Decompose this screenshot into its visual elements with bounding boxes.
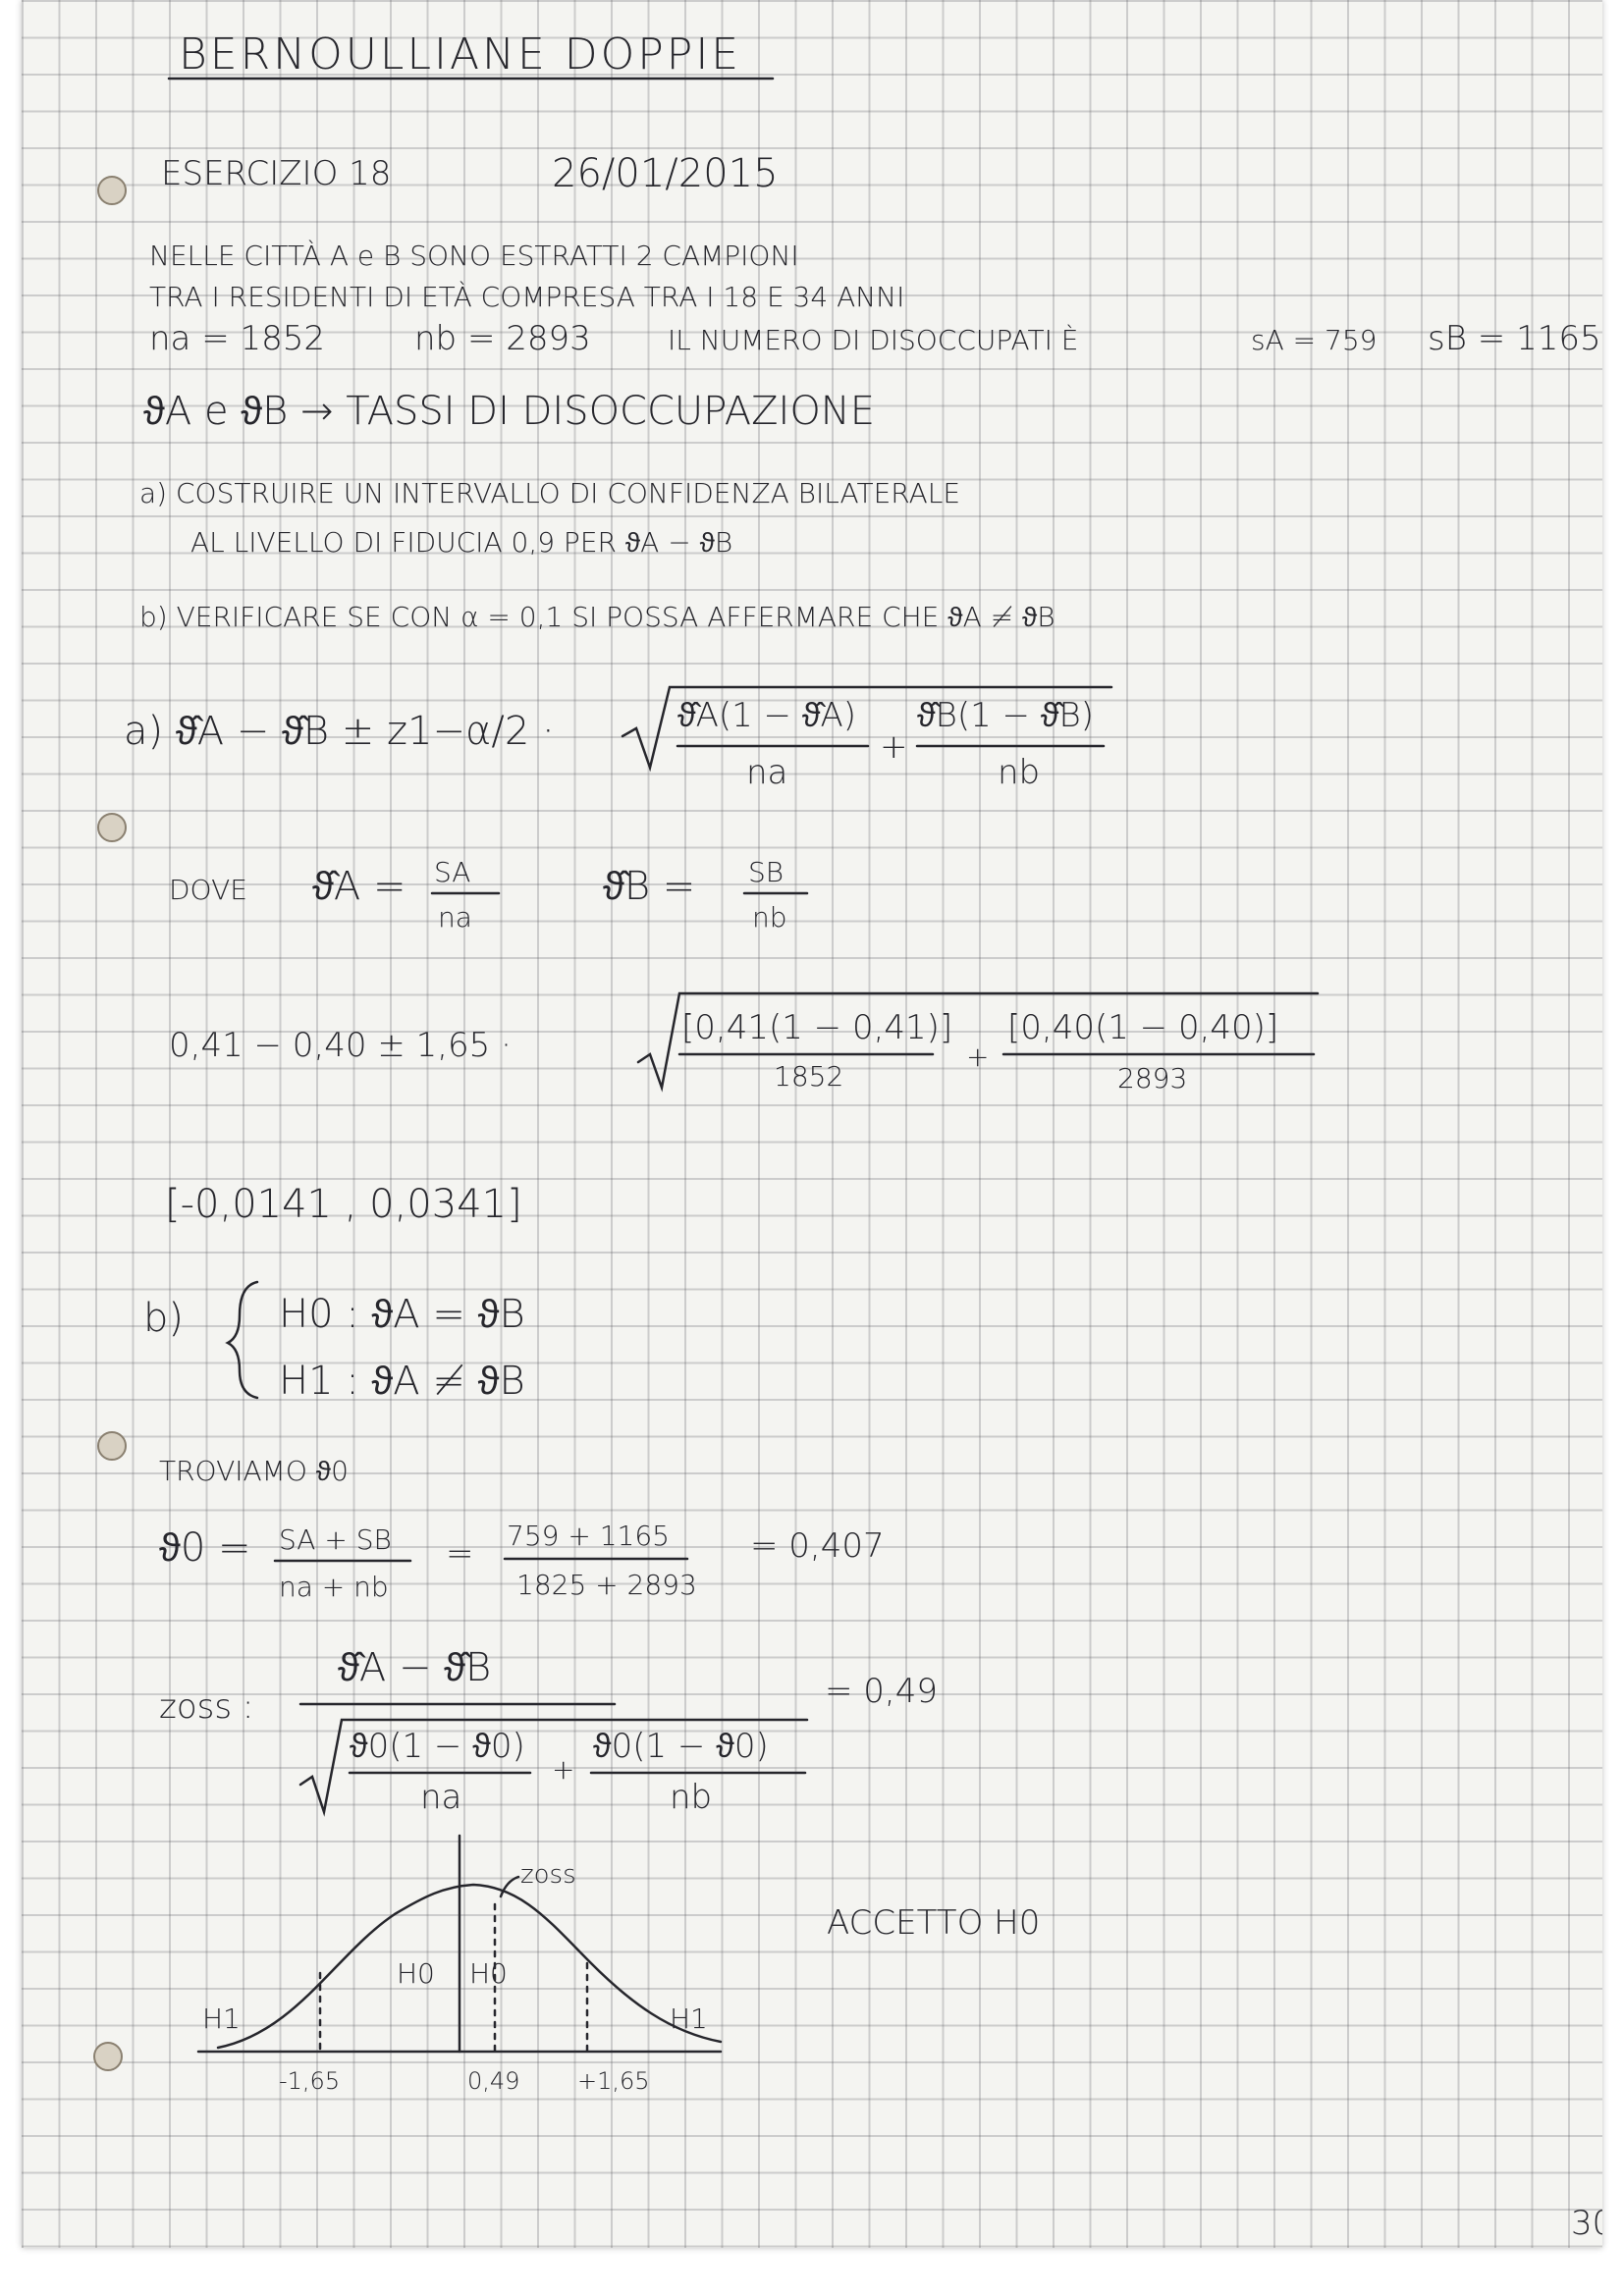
numeric-num-1: [0,41(1 − 0,41)] [681,1008,953,1047]
tick-label: -1,65 [279,2067,341,2095]
part-b-label: b) [143,1296,184,1341]
ci-radicand-num-2: ϑ̂B(1 − ϑ̂B) [917,696,1094,735]
alt-hypothesis: H1 : ϑA ≠ ϑB [279,1359,525,1404]
plus-sign: + [880,727,908,767]
tick-label: +1,65 [577,2067,650,2095]
zoss-rad-num-2: ϑ0(1 − ϑ0) [593,1727,769,1766]
count-text: IL NUMERO DI DISOCCUPATI È [668,324,1079,356]
graph-label-h1-right: H1 [670,2002,708,2035]
theta0-lhs: ϑ0 = [159,1525,251,1571]
page-title: BERNOULLIANE DOPPIE [179,29,742,80]
plus-sign: + [966,1041,990,1073]
equals-sign: = [446,1534,474,1574]
question-b: b) VERIFICARE SE CON α = 0,1 SI POSSA AFFERMARE CHE ϑA ≠ ϑB [139,601,1055,633]
handwritten-notes [22,0,1614,2248]
notebook-page [22,0,1614,2248]
graph-label-h0-left: H0 [397,1957,435,1990]
thetaA-den: na [438,901,472,934]
question-a-line-1: a) COSTRUIRE UN INTERVALLO DI CONFIDENZA BILATERALE [139,477,961,509]
problem-line-1: NELLE CITTÀ A e B SONO ESTRATTI 2 CAMPIONI [149,240,799,272]
numeric-lhs: 0,41 − 0,40 ± 1,65 · [169,1026,512,1065]
graph-label-zoss: zoss [520,1860,576,1890]
ci-radicand-num-1: ϑ̂A(1 − ϑ̂A) [677,696,856,735]
zoss-result: = 0,49 [825,1672,938,1711]
confidence-interval: [-0,0141 , 0,0341] [165,1182,522,1227]
numeric-den-2: 2893 [1117,1062,1188,1095]
punch-hole-icon [94,2043,122,2070]
where-label: DOVE [169,874,247,906]
question-a-line-2: AL LIVELLO DI FIDUCIA 0,9 PER ϑA − ϑB [190,526,733,559]
null-hypothesis: H0 : ϑA = ϑB [279,1292,525,1337]
tick-label: 0,49 [467,2067,520,2095]
successes-b: sB = 1165 [1428,319,1601,358]
theta0-den-val: 1825 + 2893 [516,1569,697,1601]
rates-definition: ϑA e ϑB → TASSI DI DISOCCUPAZIONE [143,389,875,434]
plus-sign: + [552,1753,575,1786]
thetaB-num: SB [748,856,784,888]
graph-label-h0-right: H0 [469,1957,508,1990]
ci-formula-lhs: a) ϑ̂A − ϑ̂B ± z1−α/2 · [124,709,555,754]
punch-hole-icon [98,177,126,204]
zoss-lhs: zoss : [159,1687,254,1727]
brace-icon [228,1282,257,1398]
zoss-rad-den-1: na [420,1778,462,1817]
zoss-rad-num-1: ϑ0(1 − ϑ0) [350,1727,525,1766]
zoss-num: ϑ̂A − ϑ̂B [338,1645,492,1690]
find-theta0-label: TROVIAMO ϑ0 [159,1455,349,1487]
exercise-date: 26/01/2015 [552,151,779,196]
numeric-den-1: 1852 [774,1060,844,1093]
page-number: 30 [1571,2204,1614,2243]
theta0-num: SA + SB [279,1523,392,1556]
thetaA-num: SA [434,856,471,888]
theta0-result: = 0,407 [750,1526,885,1566]
thetaB-hat-lhs: ϑ̂B = [603,864,696,909]
punch-hole-icon [98,1432,126,1460]
ci-radicand-den-1: na [746,753,788,792]
ci-radicand-den-2: nb [998,753,1041,792]
exercise-label: ESERCIZIO 18 [161,154,392,193]
thetaB-den: nb [752,901,787,934]
conclusion: ACCETTO H0 [827,1903,1041,1943]
punch-hole-icon [98,814,126,841]
graph-label-h1-left: H1 [202,2002,241,2035]
sample-size-a: na = 1852 [149,319,326,358]
sample-size-b: nb = 2893 [414,319,591,358]
zoss-rad-den-2: nb [670,1778,713,1817]
thetaA-hat-lhs: ϑ̂A = [312,864,406,909]
numeric-num-2: [0,40(1 − 0,40)] [1007,1008,1279,1047]
normal-curve-sketch [198,1836,721,2095]
theta0-den: na + nb [279,1571,389,1603]
successes-a: sA = 759 [1251,324,1378,356]
problem-line-2: TRA I RESIDENTI DI ETÀ COMPRESA TRA I 18 E 34 ANNI [149,281,905,313]
theta0-num-val: 759 + 1165 [507,1520,670,1552]
